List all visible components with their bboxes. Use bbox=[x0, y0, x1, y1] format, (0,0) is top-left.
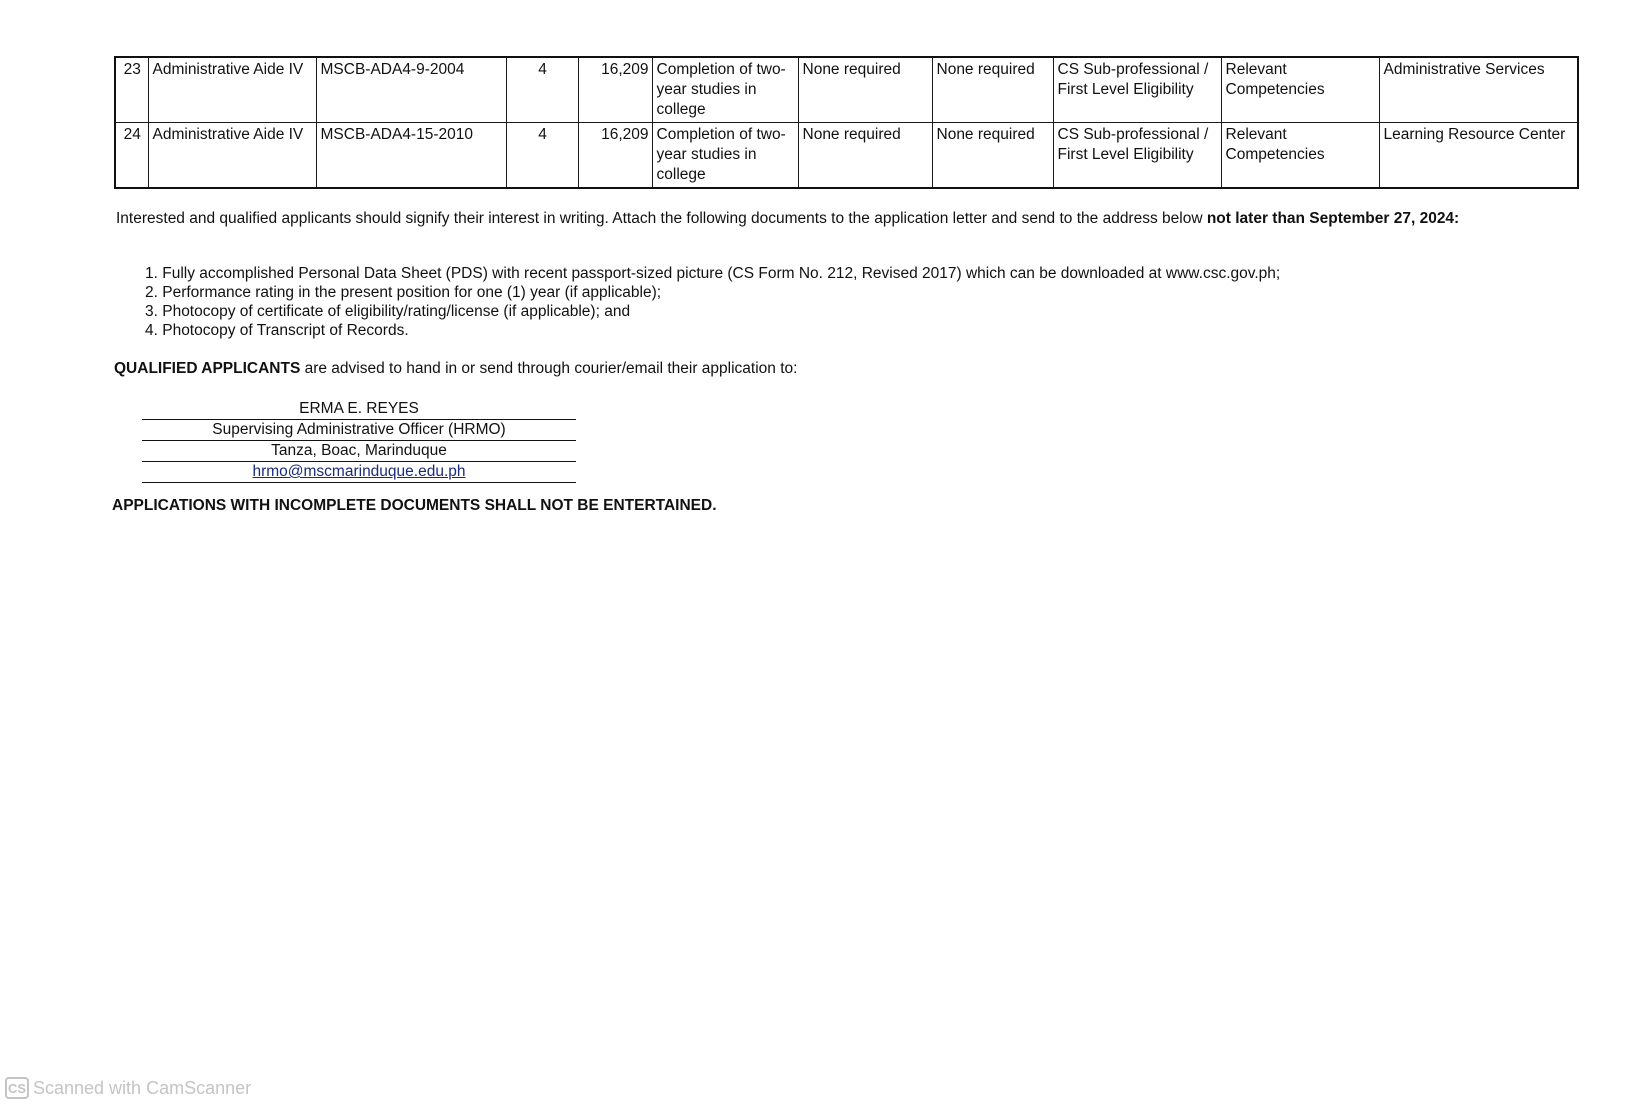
position-title: Administrative Aide IV bbox=[148, 57, 316, 123]
eligibility-requirement: CS Sub-professional / First Level Eligibility bbox=[1053, 57, 1221, 123]
contact-email-link[interactable]: hrmo@mscmarinduque.edu.ph bbox=[252, 463, 466, 480]
address-block bbox=[142, 399, 576, 483]
camscanner-watermark bbox=[5, 1075, 251, 1101]
contact-location: Tanza, Boac, Marinduque bbox=[142, 441, 576, 462]
place-of-assignment: Administrative Services bbox=[1379, 57, 1578, 123]
monthly-salary: 16,209 bbox=[578, 57, 652, 123]
table-row bbox=[115, 123, 1578, 189]
instructions-text: Interested and qualified applicants should signify their interest in writing. Attach the following documents to the application letter and send to the address below bbox=[116, 210, 1207, 227]
row-number: 24 bbox=[115, 123, 148, 189]
instructions-paragraph bbox=[116, 210, 1576, 228]
training-requirement: None required bbox=[798, 123, 932, 189]
experience-requirement: None required bbox=[932, 57, 1053, 123]
list-item: 2. Performance rating in the present position for one (1) year (if applicable); bbox=[145, 284, 662, 301]
list-item: 3. Photocopy of certificate of eligibility/rating/license (if applicable); and bbox=[145, 303, 631, 320]
row-number: 23 bbox=[115, 57, 148, 123]
positions-table bbox=[114, 56, 1579, 189]
plantilla-item-number: MSCB-ADA4-15-2010 bbox=[316, 123, 506, 189]
contact-email-line bbox=[142, 462, 576, 483]
contact-name: ERMA E. REYES bbox=[142, 399, 576, 420]
monthly-salary: 16,209 bbox=[578, 123, 652, 189]
experience-requirement: None required bbox=[932, 123, 1053, 189]
education-requirement: Completion of two-year studies in college bbox=[652, 123, 798, 189]
deadline-text: not later than September 27, 2024: bbox=[1206, 210, 1460, 227]
incomplete-documents-warning: APPLICATIONS WITH INCOMPLETE DOCUMENTS SHALL NOT BE ENTERTAINED. bbox=[112, 497, 717, 514]
requirements-list bbox=[145, 264, 1280, 340]
camscanner-logo-icon: CS bbox=[5, 1077, 29, 1099]
training-requirement: None required bbox=[798, 57, 932, 123]
plantilla-item-number: MSCB-ADA4-9-2004 bbox=[316, 57, 506, 123]
position-title: Administrative Aide IV bbox=[148, 123, 316, 189]
contact-title: Supervising Administrative Officer (HRMO) bbox=[142, 420, 576, 441]
watermark-text: Scanned with CamScanner bbox=[33, 1077, 252, 1098]
submission-instructions bbox=[114, 360, 797, 378]
list-item: 1. Fully accomplished Personal Data Sheet (PDS) with recent passport-sized picture (CS Form No. 212, Revised 2017) which can be downloaded at www.csc.gov.ph; bbox=[145, 265, 1281, 282]
competency-requirement: Relevant Competencies bbox=[1221, 123, 1379, 189]
qualified-applicants-label: QUALIFIED APPLICANTS bbox=[114, 360, 301, 377]
list-item: 4. Photocopy of Transcript of Records. bbox=[145, 322, 409, 339]
salary-grade: 4 bbox=[506, 57, 578, 123]
education-requirement: Completion of two-year studies in college bbox=[652, 57, 798, 123]
eligibility-requirement: CS Sub-professional / First Level Eligibility bbox=[1053, 123, 1221, 189]
place-of-assignment: Learning Resource Center bbox=[1379, 123, 1578, 189]
competency-requirement: Relevant Competencies bbox=[1221, 57, 1379, 123]
submission-text: are advised to hand in or send through courier/email their application to: bbox=[300, 360, 798, 377]
salary-grade: 4 bbox=[506, 123, 578, 189]
table-row bbox=[115, 57, 1578, 123]
